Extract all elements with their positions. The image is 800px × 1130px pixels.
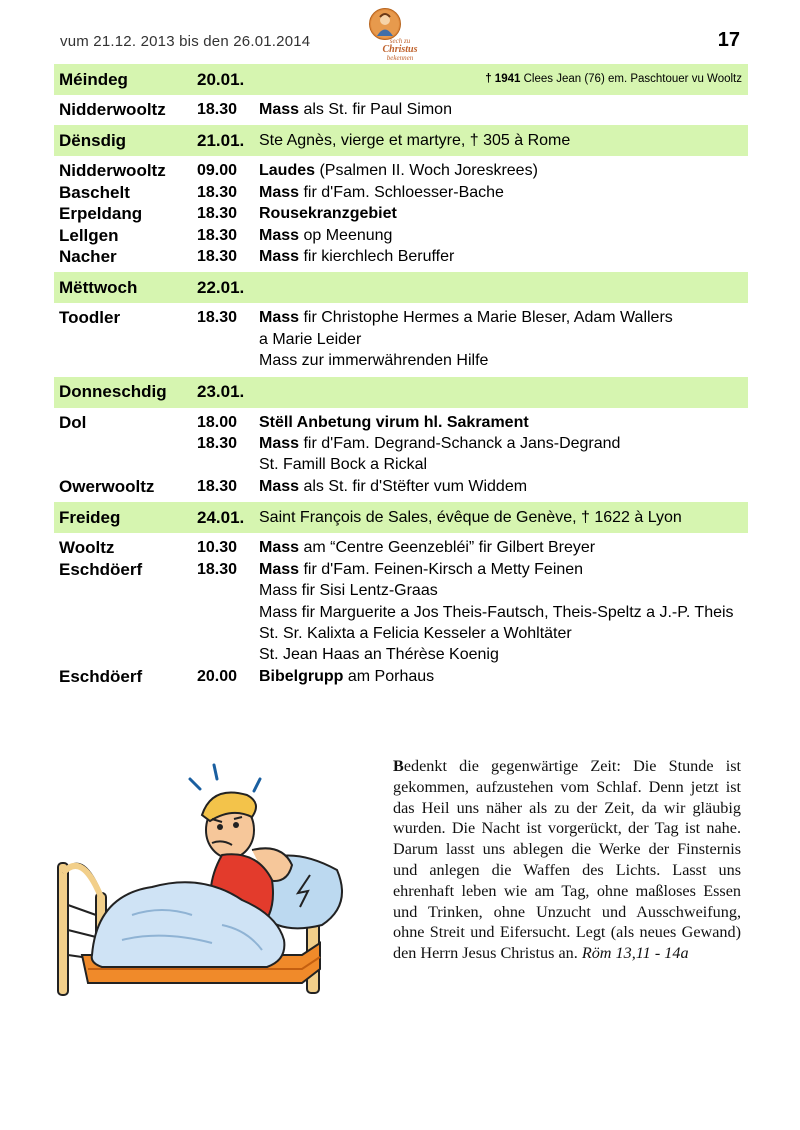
day-date: 20.01.: [197, 69, 245, 89]
entry-indent: [54, 454, 259, 475]
entry-place: Baschelt: [59, 182, 130, 202]
entry-description: [259, 559, 748, 580]
entry-intention: am “Centre Geenzebléi” fir Gilbert Breyer: [299, 539, 596, 557]
day-date: 22.01.: [197, 277, 245, 297]
schedule-entry: [54, 307, 748, 328]
day-entries: [54, 408, 748, 503]
entry-extra-line: a Marie Leider: [259, 330, 362, 348]
day-saint: Saint François de Sales, évêque de Genève, † 1622 à Lyon: [259, 508, 682, 526]
bible-quote: [393, 756, 741, 964]
entry-description: [259, 307, 748, 328]
schedule-entry: [54, 182, 748, 203]
entry-type: Mass: [259, 248, 300, 266]
entry-intention: als St. fir Paul Simon: [299, 101, 452, 118]
entry-time: 20.00: [197, 667, 238, 685]
memorial-text: Clees Jean (76) em. Paschtouer vu Wooltz: [520, 73, 742, 85]
entry-type: Mass: [259, 435, 300, 453]
entry-place: Eschdöerf: [59, 559, 143, 579]
entry-time: 18.30: [197, 248, 238, 266]
entry-continuation: [54, 350, 748, 371]
page-number: 17: [717, 29, 740, 51]
entry-intention: als St. fir d'Stëfter vum Widdem: [299, 477, 528, 495]
entry-type: Mass: [259, 560, 300, 578]
entry-type: Mass: [259, 477, 300, 495]
entry-description: [259, 246, 748, 267]
entry-place: Nacher: [59, 247, 117, 267]
entry-indent: [54, 350, 259, 371]
entry-continuation: [54, 580, 748, 601]
schedule-entry: [54, 666, 748, 687]
entry-type: Laudes: [259, 162, 316, 180]
day-header: [54, 502, 748, 533]
entry-place: Toodler: [59, 308, 121, 328]
entry-intention: fir d'Fam. Schloesser-Bache: [299, 183, 504, 201]
day-entries: [54, 303, 748, 376]
entry-time: 18.30: [197, 183, 238, 201]
entry-time: 09.00: [197, 162, 238, 180]
entry-time: 18.30: [197, 560, 238, 578]
entry-place: Nidderwooltz: [59, 100, 166, 119]
logo-emblem-icon: [369, 8, 401, 40]
entry-intention: am Porhaus: [343, 667, 435, 685]
entry-type: Mass: [259, 101, 300, 118]
day-header: [54, 377, 748, 408]
date-range: vum 21.12. 2013 bis den 26.01.2014: [60, 33, 311, 50]
day-entries: [54, 533, 748, 692]
schedule-entry: [54, 476, 748, 497]
entry-indent: [54, 329, 259, 350]
day-saint: Ste Agnès, vierge et martyre, † 305 à Rome: [259, 131, 571, 149]
entry-time: 18.00: [197, 413, 238, 431]
memorial-year: † 1941: [485, 73, 521, 85]
entry-type: Mass: [259, 183, 300, 201]
entry-place: Erpeldang: [59, 204, 143, 224]
entry-continuation: [54, 623, 748, 644]
schedule-entry: [54, 99, 748, 120]
entry-indent: [54, 580, 259, 601]
day-name: Méindeg: [59, 69, 128, 89]
entry-time: 18.30: [197, 309, 238, 327]
entry-time: 18.30: [197, 226, 238, 244]
entry-continuation: [54, 454, 748, 475]
day-name: Donneschdig: [59, 382, 167, 402]
entry-description: [259, 412, 748, 433]
schedule-entry: [54, 433, 748, 454]
day-name: Dënsdig: [59, 130, 127, 150]
entry-extra-line: St. Sr. Kalixta a Felicia Kesseler a Wohltäter: [259, 624, 572, 642]
entry-extra-line: St. Famill Bock a Rickal: [259, 456, 428, 474]
quote-reference: Röm 13,11 - 14a: [581, 944, 689, 963]
logo-tagline-top: sech zu: [389, 37, 411, 45]
entry-type: Bibelgrupp: [259, 667, 344, 685]
entry-indent: [54, 644, 259, 665]
entry-intention: fir d'Fam. Degrand-Schanck a Jans-Degrand: [299, 435, 621, 453]
entry-place: Eschdöerf: [59, 666, 143, 686]
day-date: 21.01.: [197, 130, 245, 150]
schedule-entry: [54, 225, 748, 246]
entry-description: [259, 433, 748, 454]
day-entries: [54, 156, 748, 272]
entry-indent: [54, 602, 259, 623]
day-date: 24.01.: [197, 507, 245, 527]
entry-intention: op Meenung: [299, 226, 393, 244]
entry-type: Stëll Anbetung virum hl. Sakrament: [259, 413, 529, 431]
day-header: [54, 125, 748, 156]
page-header: [0, 0, 800, 62]
entry-extra-line: Mass fir Sisi Lentz-Graas: [259, 582, 438, 600]
entry-description: [259, 225, 748, 246]
entry-type: Mass: [259, 226, 300, 244]
logo-tagline-bottom: bekennen: [386, 54, 414, 62]
entry-time: 10.30: [197, 539, 238, 557]
parish-logo: [366, 8, 422, 62]
entry-indent: [54, 623, 259, 644]
entry-intention: fir kierchlech Beruffer: [299, 248, 455, 266]
entry-place: Nidderwooltz: [59, 161, 166, 181]
entry-description: [259, 182, 748, 203]
entry-description: [259, 476, 748, 497]
entry-description: [259, 203, 748, 224]
day-name: Freideg: [59, 507, 121, 527]
schedule-entry: [54, 537, 748, 558]
day-header: [54, 272, 748, 303]
entry-intention: (Psalmen II. Woch Joreskrees): [315, 162, 538, 180]
entry-continuation: [54, 329, 748, 350]
quote-initial: B: [393, 757, 404, 775]
day-header: [54, 64, 748, 95]
entry-place: Lellgen: [59, 225, 119, 245]
entry-time: 18.30: [197, 477, 238, 495]
day-entries: [54, 95, 748, 125]
day-date: 23.01.: [197, 382, 245, 402]
schedule-entry: [54, 559, 748, 580]
entry-description: [259, 160, 748, 181]
quote-text: edenkt die gegenwärtige Zeit: Die Stunde ist gekommen, aufzustehen vom Schlaf. Denn jetzt ist das Heil uns näher als zu der Zeit, da wir gläubig wurden. Die Nacht ist vorgerückt, der Tag ist nahe. Darum lasst uns ablegen die Werke der Finsternis und anlegen die Waffen des Lichts. Lasst uns ehrenhaft leben wie am Tag, ohne maßloses Essen und Trinken, ohne Unzucht und Ausschweifung, ohne Streit und Eifersucht. Legt (als neues Gewand) den Herrn Jesus Christus an.: [393, 757, 741, 963]
entry-extra-line: Mass fir Marguerite a Jos Theis-Fautsch, Theis-Speltz a J.-P. Theis: [259, 603, 734, 621]
schedule-entry: [54, 246, 748, 267]
entry-type: Mass: [259, 309, 300, 327]
entry-intention: fir Christophe Hermes a Marie Bleser, Adam Wallers: [299, 309, 673, 327]
logo-title: Christus: [382, 44, 418, 55]
entry-continuation: [54, 644, 748, 665]
entry-time: 18.30: [197, 101, 238, 118]
schedule-entry: [54, 160, 748, 181]
mass-schedule: [54, 64, 748, 692]
entry-description: [259, 666, 748, 687]
entry-extra-line: Mass zur immerwährenden Hilfe: [259, 352, 489, 370]
day-name: Mëttwoch: [59, 277, 138, 297]
entry-extra-line: St. Jean Haas an Thérèse Koenig: [259, 646, 499, 664]
entry-type: Rousekranzgebiet: [259, 205, 397, 223]
entry-intention: fir d'Fam. Feinen-Kirsch a Metty Feinen: [299, 560, 584, 578]
entry-description: [259, 537, 748, 558]
entry-place: Dol: [59, 412, 87, 432]
entry-description: [259, 99, 748, 120]
entry-continuation: [54, 602, 748, 623]
entry-type: Mass: [259, 539, 300, 557]
man-waking-in-bed-icon: [52, 755, 372, 1005]
entry-time: 18.30: [197, 435, 238, 453]
entry-place: [54, 433, 197, 454]
entry-place: Owerwooltz: [59, 476, 155, 496]
schedule-entry: [54, 412, 748, 433]
entry-time: 18.30: [197, 205, 238, 223]
schedule-entry: [54, 203, 748, 224]
entry-place: Wooltz: [59, 538, 115, 558]
day-memorial-note: [485, 73, 742, 85]
